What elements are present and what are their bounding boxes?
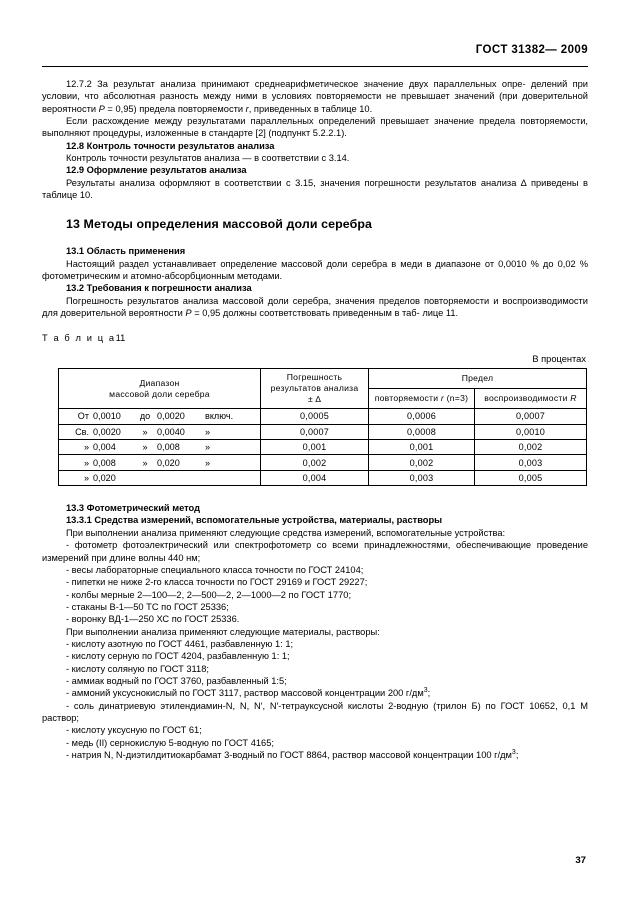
cell-range (59, 439, 261, 454)
cell-reproducibility: 0,005 (475, 470, 587, 485)
symbol-r: r (245, 103, 249, 114)
table-units-note: В процентах (532, 353, 586, 364)
ammonium-text: - аммоний уксуснокислый по ГОСТ 3117, раствор массовой концентрации 200 г/дм (66, 688, 424, 699)
range-to: 0,0040 (157, 426, 185, 437)
cell-reproducibility: 0,003 (475, 455, 587, 470)
table-row (59, 455, 587, 470)
sodium-line2: 100 г/дм (476, 750, 512, 761)
cell-range (59, 470, 261, 485)
cell-error: 0,004 (261, 470, 369, 485)
heading-13-3-1: 13.3.1 Средства измерений, вспомогательные устройства, материалы, растворы (66, 515, 443, 526)
photometer-line1: - фотометр фотоэлектрический или спектрофотометр со всеми принадлежностями, обеспечивающие (66, 540, 532, 551)
page-number: 37 (575, 855, 586, 866)
table-row (59, 409, 587, 424)
cell-repeatability: 0,003 (369, 470, 475, 485)
cell-range (59, 455, 261, 470)
paragraph-13-1 (42, 258, 588, 283)
spacer-before-section-13 (42, 201, 588, 217)
symbol-r-header: r (440, 393, 445, 404)
cell-error: 0,0005 (261, 409, 369, 424)
range-from: 0,004 (93, 442, 116, 453)
table-row (59, 439, 587, 454)
range-prefix: » (83, 457, 89, 468)
header-range-line2: массовой доли серебра (109, 388, 210, 399)
header-repeatability-text: повторяемости (374, 393, 441, 404)
spacer-after-table (42, 486, 588, 502)
header-error-line3: ± ∆ (307, 394, 322, 405)
paragraph-12-8: Контроль точности результатов анализа — в соответствии с 3.14. (66, 153, 350, 164)
cell-repeatability: 0,001 (369, 439, 475, 454)
p-13-2-line2a: воспроизводимости для доверительной вероятности (42, 295, 588, 319)
table-head (59, 369, 587, 409)
cell-repeatability: 0,0008 (369, 424, 475, 439)
header-reproducibility-text: воспроизводимости (484, 393, 571, 404)
heading-13-1: 13.1 Область применения (66, 246, 186, 257)
superscript-3: 3 (511, 748, 516, 756)
list-item: - кислоту соляную по ГОСТ 3118; (66, 663, 209, 674)
cell-repeatability: 0,002 (369, 455, 475, 470)
header-error (261, 369, 369, 409)
list-item: - кислоту уксусную по ГОСТ 61; (66, 725, 202, 736)
range-from: 0,020 (93, 472, 116, 483)
p-12-7-2-line3b: = 0,95) предела повторяемости (104, 103, 246, 114)
p-13-1-line2: 0,0010 % до 0,02 % фотометрическим и атомно-абсорбционным методами. (42, 258, 588, 282)
page-running-header (42, 44, 588, 68)
range-prefix: » (83, 472, 89, 483)
list-item: - колбы мерные 2—100—2, 2—500—2, 2—1000—2 по ГОСТ 1770; (66, 589, 352, 600)
table-caption (42, 332, 588, 344)
standard-identifier: ГОСТ 31382— 2009 (475, 44, 588, 56)
heading-13-2: 13.2 Требования к погрешности анализа (66, 283, 252, 294)
header-repeatability (369, 389, 475, 409)
p-12-7-2-line2: делений при условии, что абсолютная разность между ними в условиях повторяемости не превышает (42, 79, 588, 102)
table-header-row-1 (59, 369, 587, 389)
cell-reproducibility: 0,0010 (475, 424, 587, 439)
sodium-line1: - натрия N, N-диэтилдитиокарбамат 3-водный по ГОСТ 8864, раствор массовой концентрации (66, 750, 474, 761)
list-item: - стаканы В-1—50 ТС по ГОСТ 25336; (66, 601, 229, 612)
table-11 (58, 368, 587, 486)
range-mid: » (142, 457, 148, 468)
header-divider-rule (42, 66, 588, 67)
trilon-line2: ГОСТ 10652, 0,1 М раствор; (42, 700, 588, 723)
p-13-2-line3: лице 11. (422, 308, 459, 319)
photometer-line2: проведение измерений при длине волны 440 нм; (42, 540, 588, 563)
spacer-after-section-13 (42, 231, 588, 245)
table-caption-label: Т а б л и ц а (42, 332, 116, 343)
range-to: 0,008 (157, 442, 180, 453)
header-limit-group: Предел (369, 369, 587, 389)
range-suffix: » (205, 442, 211, 453)
list-item: - аммиак водный по ГОСТ 3760, разбавленный 1:5; (66, 675, 287, 686)
table-body (59, 409, 587, 486)
range-prefix: » (83, 442, 89, 453)
range-to: 0,0020 (157, 411, 185, 422)
cell-repeatability: 0,0006 (369, 409, 475, 424)
section-13-title: 13 Методы определения массовой доли серебра (66, 217, 372, 232)
paragraph-divergence: Если расхождение между результатами параллельных определений превышает значение предела повторяемости, выполняют процедуры, изложенные в стандарте [2] (подпункт 5.2.2.1). (42, 116, 588, 139)
list-item: - кислоту азотную по ГОСТ 4461, разбавленную 1: 1; (66, 638, 294, 649)
range-suffix: » (205, 426, 211, 437)
paragraph-photometer (42, 539, 588, 564)
trilon-line1: - соль динатриевую этилендиамин-N, N, N′, N′-тетрауксусной кислоты 2-водную (трилон Б) по (66, 700, 496, 711)
heading-13-3: 13.3 Фотометрический метод (66, 503, 201, 514)
symbol-P: P (98, 103, 105, 114)
header-range (59, 369, 261, 409)
p-13-1-line1: Настоящий раздел устанавливает определение массовой доли серебра в меди в диапазоне от (66, 258, 495, 269)
cell-error: 0,0007 (261, 424, 369, 439)
table-row (59, 470, 587, 485)
range-mid: до (139, 411, 151, 422)
cell-range (59, 424, 261, 439)
p-13-2-line1: Погрешность результатов анализа массовой доли серебра, значения пределов повторяемости и (66, 295, 499, 306)
range-prefix: От (77, 411, 89, 422)
table-caption-number: 11 (115, 332, 126, 343)
range-from: 0,0020 (93, 426, 121, 437)
range-from: 0,008 (93, 457, 116, 468)
list-item: - воронку ВД-1—250 ХС по ГОСТ 25336. (66, 614, 240, 625)
paragraph-13-2 (42, 295, 588, 320)
paragraph-12-7-2 (42, 78, 588, 115)
document-body (42, 78, 588, 761)
cell-error: 0,002 (261, 455, 369, 470)
list-item-trilon (42, 700, 588, 725)
symbol-R-header: R (570, 393, 577, 404)
p-12-7-2-line1: 12.7.2 За результат анализа принимают среднеарифметическое значение двух параллельных опре- (66, 79, 526, 89)
paragraph-instruments-intro: При выполнении анализа применяют следующие средства измерений, вспомогательные устройства: (66, 527, 506, 538)
cell-reproducibility: 0,0007 (475, 409, 587, 424)
cell-range (59, 409, 261, 424)
superscript-3: 3 (423, 687, 428, 695)
list-item: - кислоту серную по ГОСТ 4204, разбавленную 1: 1; (66, 651, 290, 662)
range-from: 0,0010 (93, 411, 121, 422)
paragraph-materials-intro: При выполнении анализа применяют следующие материалы, растворы: (66, 626, 380, 637)
range-suffix: включ. (205, 411, 234, 422)
range-mid: » (142, 426, 148, 437)
header-reproducibility (475, 389, 587, 409)
list-item: - пипетки не ниже 2-го класса точности по ГОСТ 29169 и ГОСТ 29227; (66, 577, 368, 588)
ammonium-semicolon: ; (427, 688, 431, 699)
range-suffix: » (205, 457, 211, 468)
paragraph-12-9: Результаты анализа оформляют в соответствии с 3.15, значения погрешности результатов анализа ∆ приведены в таблице 10. (42, 177, 588, 201)
header-error-line2: результатов анализа (270, 383, 359, 394)
heading-12-8: 12.8 Контроль точности результатов анализа (66, 140, 275, 151)
list-item: - медь (II) сернокислую 5-водную по ГОСТ 4165; (66, 737, 274, 748)
symbol-P-2: P (185, 308, 192, 319)
spacer-caption-units (42, 344, 588, 353)
p-12-7-2-line3a: значений (при доверительной вероятности (42, 91, 588, 114)
spacer-before-table (42, 320, 588, 332)
header-repeatability-n: (n=3) (444, 393, 469, 404)
heading-12-9: 12.9 Оформление результатов анализа (66, 165, 247, 176)
range-mid: » (142, 442, 148, 453)
p-13-2-line2b: = 0,95 должны соответствовать приведенным в таб- (191, 308, 420, 319)
p-12-7-2-line3c: , приведенных в таблице 10. (248, 103, 373, 114)
header-error-line1: Погрешность (286, 372, 343, 383)
cell-error: 0,001 (261, 439, 369, 454)
list-item: - весы лабораторные специального класса точности по ГОСТ 24104; (66, 564, 364, 575)
sodium-semicolon: ; (515, 750, 519, 761)
range-to: 0,020 (157, 457, 180, 468)
header-range-line1: Диапазон (139, 377, 180, 388)
cell-reproducibility: 0,002 (475, 439, 587, 454)
list-item-sodium (42, 749, 588, 761)
range-prefix: Св. (75, 426, 89, 437)
table-row (59, 424, 587, 439)
list-item-ammonium (42, 687, 588, 699)
